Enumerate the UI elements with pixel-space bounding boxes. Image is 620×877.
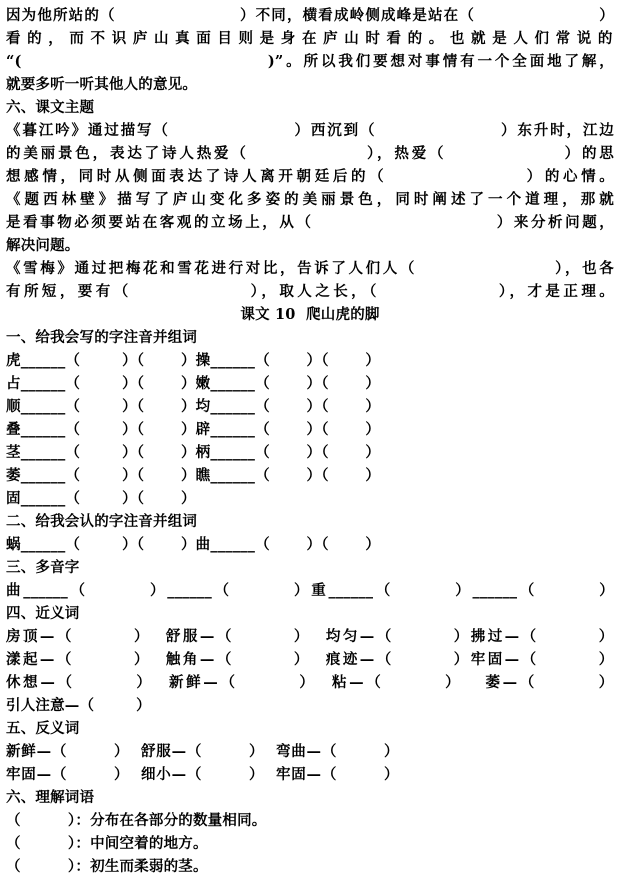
text-line-5: 六、课文主题 — [6, 99, 95, 116]
text-line-6: 《暮江吟》通过描写（ ）西沉到（ ）东升时，江边 — [6, 122, 614, 139]
text-line-21: 萎______（ ）（ ）瞧______（ ）（ ） — [6, 467, 381, 484]
text-line-23: 二、给我会认的字注音并组词 — [6, 513, 198, 530]
text-line-29: 漾起—（ ） 触角—（ ） 痕迹—（ ）牢固—（ ） — [6, 651, 614, 668]
text-line-18: 顺______（ ）（ ）均______（ ）（ ） — [6, 398, 381, 415]
text-line-38: （ ）：初生而柔弱的茎。 — [6, 858, 208, 875]
text-line-10: 是看事物必须要站在客观的立场上，从（ ）来分析问题， — [6, 214, 614, 231]
text-line-35: 六、理解词语 — [6, 789, 95, 806]
text-line-8: 想感情，同时从侧面表达了诗人离开朝廷后的（ ）的心情。 — [6, 168, 614, 185]
text-line-12: 《雪梅》通过把梅花和雪花进行对比，告诉了人们人（ ），也各 — [6, 260, 614, 277]
text-line-16: 虎______（ ）（ ）操______（ ）（ ） — [6, 352, 381, 369]
text-line-26: 曲______（ ）______（ ）重______（ ）______（ ） — [6, 582, 614, 599]
text-line-32: 五、反义词 — [6, 720, 80, 737]
text-line-36: （ ）：分布在各部分的数量相同。 — [6, 812, 267, 829]
text-line-27: 四、近义词 — [6, 605, 80, 622]
text-line-19: 叠______（ ）（ ）辟______（ ）（ ） — [6, 421, 381, 438]
text-line-20: 茎______（ ）（ ）柄______（ ）（ ） — [6, 444, 381, 461]
text-line-7: 的美丽景色，表达了诗人热爱（ ），热爱（ ）的思 — [6, 145, 614, 162]
text-line-13: 有所短，要有（ ），取人之长，（ ），才是正理。 — [6, 283, 614, 300]
text-line-34: 牢固—（ ） 细小—（ ） 牢固—（ ） — [6, 766, 400, 783]
text-line-30: 休想—（ ） 新鲜—（ ） 粘—（ ） 萎—（ ） — [6, 674, 614, 691]
text-line-3: “( )”。所以我们要想对事情有一个全面地了解， — [6, 53, 614, 70]
text-line-22: 固______（ ）（ ） — [6, 490, 196, 507]
text-line-2: 看的，而不识庐山真面目则是身在庐山时看的。也就是人们常说的 — [6, 30, 614, 47]
text-line-15: 一、给我会写的字注音并组词 — [6, 329, 198, 346]
text-line-37: （ ）：中间空着的地方。 — [6, 835, 208, 852]
text-line-25: 三、多音字 — [6, 559, 80, 576]
text-line-28: 房顶—（ ） 舒服—（ ） 均匀—（ ）拂过—（ ） — [6, 628, 614, 645]
text-line-33: 新鲜—（ ） 舒服—（ ） 弯曲—（ ） — [6, 743, 400, 760]
text-line-9: 《题西林壁》描写了庐山变化多姿的美丽景色，同时阐述了一个道理，那就 — [6, 191, 614, 208]
text-line-4: 就要多听一听其他人的意见。 — [6, 76, 198, 93]
text-line-31: 引人注意—（ ） — [6, 697, 151, 714]
text-line-14: 课文 10 爬山虎的脚 — [240, 306, 380, 323]
text-line-1: 因为他所站的（ ）不同，横看成岭侧成峰是站在（ ） — [6, 7, 614, 24]
text-line-11: 解决问题。 — [6, 237, 80, 254]
text-line-17: 占______（ ）（ ）嫩______（ ）（ ） — [6, 375, 381, 392]
text-line-24: 蜗______（ ）（ ）曲______（ ）（ ） — [6, 536, 381, 553]
